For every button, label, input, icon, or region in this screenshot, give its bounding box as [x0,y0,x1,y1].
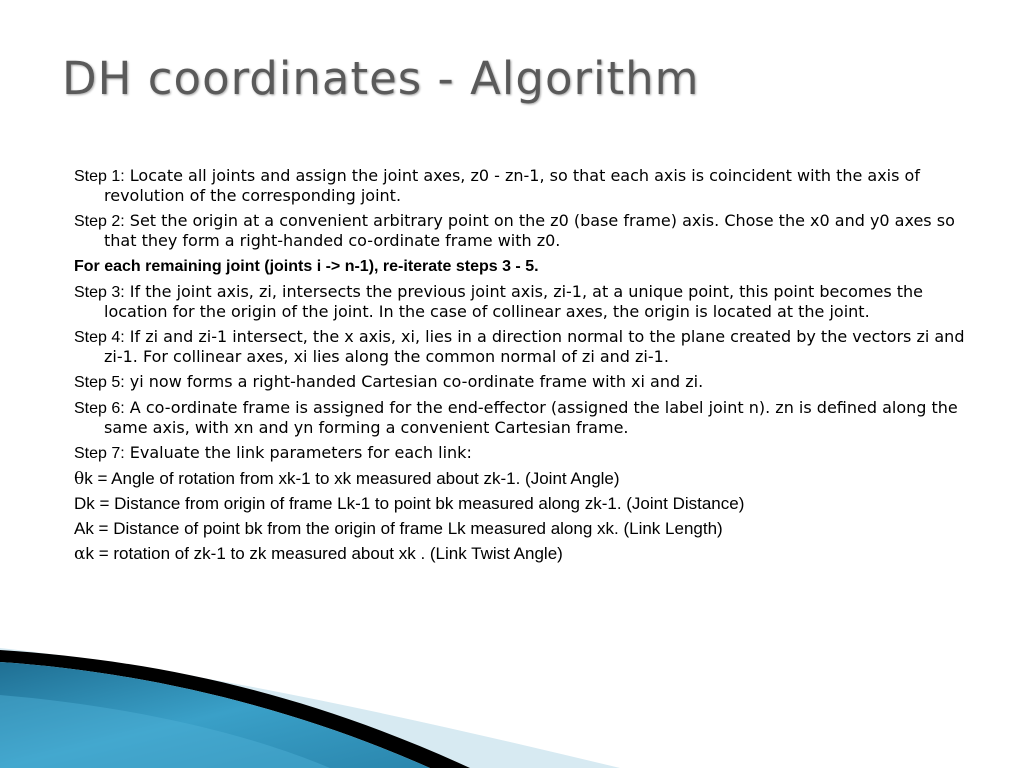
step-text: A co-ordinate frame is assigned for the end-effector (assigned the label joint n). zn is defined along the same axis, with xn and yn forming a convenient Cartesian frame. [104,398,958,437]
step-text: If the joint axis, zi, intersects the previous joint axis, zi-1, at a unique point, this point becomes the location for the origin of the joint. In the case of collinear axes, the origin is located at the joint. [104,282,924,321]
wave-decoration [0,600,1024,768]
step-label: Step 1: [74,168,125,185]
param-alpha [74,544,974,564]
step-label: Step 4: [74,329,125,346]
iterate-label: For each remaining joint (joints i -> n-1), re-iterate steps 3 - 5. [74,258,539,275]
slide-title: DH coordinates - Algorithm [62,52,700,105]
step-label: Step 3: [74,284,125,301]
step-label: Step 2: [74,213,125,230]
param-text: Dk = Distance from origin of frame Lk-1 to point bk measured along zk-1. (Joint Distance) [74,494,745,513]
step-text: yi now forms a right-handed Cartesian co-ordinate frame with xi and zi. [124,372,704,391]
step-label: Step 5: [74,374,125,391]
step-6 [74,398,974,437]
param-d [74,494,974,514]
param-text: Ak = Distance of point bk from the origin of frame Lk measured along xk. (Link Length) [74,519,723,538]
param-text: k = Angle of rotation from xk-1 to xk measured about zk-1. (Joint Angle) [84,469,620,488]
step-text: If zi and zi-1 intersect, the x axis, xi, lies in a direction normal to the plane created by the vectors zi and zi-1. For collinear axes, xi lies along the common normal of zi and zi-1. [104,327,965,366]
step-2 [74,211,974,250]
step-3 [74,282,974,321]
step-label: Step 6: [74,400,125,417]
step-label: Step 7: [74,445,125,462]
step-7 [74,443,974,463]
step-5 [74,372,974,392]
step-4 [74,327,974,366]
param-theta [74,469,974,489]
theta-symbol: θ [74,469,85,489]
iterate-note [74,256,974,276]
param-a [74,519,974,539]
step-text: Evaluate the link parameters for each link: [124,443,472,462]
step-text: Set the origin at a convenient arbitrary point on the z0 (base frame) axis. Chose the x0 and y0 axes so that they form a right-handed co-ordinate frame with z0. [104,211,955,250]
slide-body [74,166,974,569]
alpha-symbol: α [74,544,86,564]
step-text: Locate all joints and assign the joint axes, z0 - zn-1, so that each axis is coincident with the axis of revolution of the corresponding joint. [104,166,920,205]
param-text: k = rotation of zk-1 to zk measured about xk . (Link Twist Angle) [85,544,563,563]
step-1 [74,166,974,205]
